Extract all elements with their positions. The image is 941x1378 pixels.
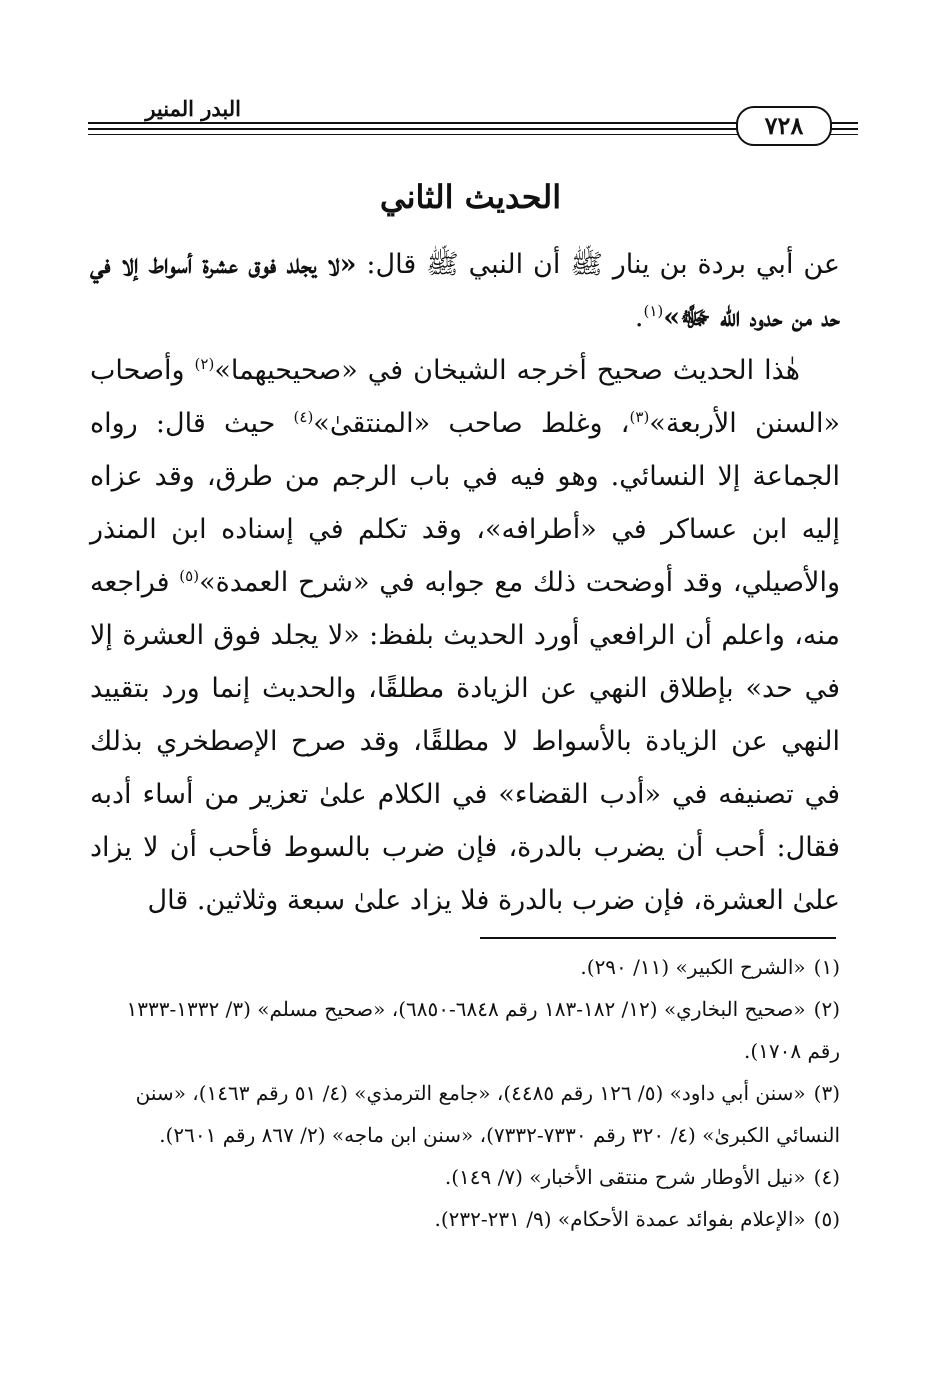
running-header-book-title: البدر المنير [145, 96, 241, 121]
section-title: الحديث الثاني [379, 178, 562, 216]
footnote-ref[interactable]: (٤) [293, 408, 314, 426]
hadith-paragraph [90, 238, 840, 344]
footnote-number: (٢) [813, 997, 840, 1021]
page-number: ٧٢٨ [736, 106, 832, 146]
footnote-ref[interactable]: (٢) [194, 355, 215, 373]
footnote-number: (١) [813, 955, 840, 979]
main-text [90, 238, 840, 927]
footnote-item [90, 946, 840, 988]
hadith-intro: عن أبي بردة بن ينار ﷺ أن النبي ﷺ قال: [356, 249, 840, 280]
footnote-item [90, 1072, 840, 1156]
commentary-text: هٰذا الحديث صحيح أخرجه الشيخان في «صحيحيهما» [214, 355, 800, 386]
footnote-number: (٤) [813, 1165, 840, 1189]
footnote-item [90, 1198, 840, 1240]
footnote-text: «صحيح البخاري» (١٢/ ١٨٢-١٨٣ رقم ٦٨٤٨-٦٨٥٠)، «صحيح مسلم» (٣/ ١٣٣٢-١٣٣٣ رقم ١٧٠٨). [126, 997, 840, 1063]
footnote-text: «الشرح الكبير» (١١/ ٢٩٠). [580, 955, 806, 979]
footnote-ref[interactable]: (٣) [629, 408, 650, 426]
punctuation: . [634, 302, 644, 333]
footnote-text: «نيل الأوطار شرح منتقى الأخبار» (٧/ ١٤٩). [444, 1165, 806, 1189]
footnote-ref[interactable]: (٥) [179, 567, 200, 585]
footnote-text: «الإعلام بفوائد عمدة الأحكام» (٩/ ٢٣١-٢٣٢). [434, 1207, 806, 1231]
footnote-item [90, 988, 840, 1072]
footnote-text: «سنن أبي داود» (٥/ ١٢٦ رقم ٤٤٨٥)، «جامع الترمذي» (٤/ ٥١ رقم ١٤٦٣)، «سنن النسائي الكبرىٰ» (٤/ ٣٢٠ رقم ٧٣٣٠-٧٣٣٢)، «سنن ابن ماجه» (٢/ ٨٦٧ رقم ٢٦٠١). [135, 1081, 840, 1147]
footnotes [90, 946, 840, 1240]
footnote-separator [480, 937, 836, 939]
commentary-text: ، وغلط صاحب «المنتقىٰ» [313, 408, 630, 439]
commentary-text: حيث قال: رواه الجماعة إلا النسائي. وهو فيه في باب الرجم من طرق، وقد عزاه إليه ابن عساكر في «أطرافه»، وقد تكلم في إسناده ابن المنذر والأصيلي، وقد أوضحت ذلك مع جوابه في «شرح العمدة» [90, 408, 840, 598]
footnote-number: (٥) [813, 1207, 840, 1231]
commentary-text: وأصحاب «السنن الأربعة» [90, 355, 840, 439]
footnote-number: (٣) [813, 1081, 840, 1105]
footnote-ref[interactable]: (١) [643, 302, 664, 320]
hadith-quote: «لا يجلد فوق عشرة أسواط إلا في حد من حدود الله ﷻ» [90, 249, 840, 333]
footnote-item [90, 1156, 840, 1198]
commentary-paragraph [90, 344, 840, 927]
commentary-text: فراجعه منه، واعلم أن الرافعي أورد الحديث بلفظ: «لا يجلد فوق العشرة إلا في حد» بإطلاق النهي عن الزيادة مطلقًا، والحديث إنما ورد بتقييد النهي عن الزيادة بالأسواط لا مطلقًا، وقد صرح الإصطخري بذلك في تصنيفه في «أدب القضاء» في الكلام علىٰ تعزير من أساء أدبه فقال: أحب أن يضرب بالدرة، فإن ضرب بالسوط فأحب أن لا يزاد علىٰ العشرة، فإن ضرب بالدرة فلا يزاد علىٰ سبعة وثلاثين. قال [90, 567, 840, 916]
